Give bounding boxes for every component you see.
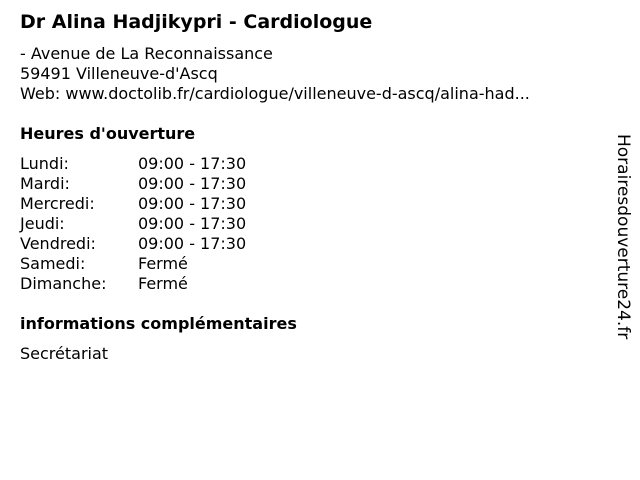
additional-info-heading: informations complémentaires: [20, 314, 297, 333]
website-link[interactable]: Web: www.doctolib.fr/cardiologue/villeneuve-d-ascq/alina-had...: [20, 84, 530, 103]
day-label: Vendredi:: [20, 234, 96, 253]
address-block: [20, 44, 530, 104]
site-watermark: Horairesdouverture24.fr: [613, 134, 633, 340]
hours-value: 09:00 - 17:30: [138, 194, 247, 213]
day-label: Mardi:: [20, 174, 70, 193]
opening-hours-heading: Heures d'ouverture: [20, 124, 196, 143]
address-street: - Avenue de La Reconnaissance: [20, 44, 273, 63]
hours-row-wednesday: [20, 194, 320, 214]
opening-hours-table: [20, 154, 320, 294]
hours-row-sunday: [20, 274, 320, 294]
hours-row-tuesday: [20, 174, 320, 194]
hours-value: 09:00 - 17:30: [138, 174, 247, 193]
page-title: Dr Alina Hadjikypri - Cardiologue: [20, 11, 373, 33]
day-label: Samedi:: [20, 254, 86, 273]
hours-row-thursday: [20, 214, 320, 234]
day-label: Jeudi:: [20, 214, 65, 233]
hours-row-saturday: [20, 254, 320, 274]
day-label: Lundi:: [20, 154, 69, 173]
day-label: Dimanche:: [20, 274, 107, 293]
hours-value: 09:00 - 17:30: [138, 234, 247, 253]
hours-row-friday: [20, 234, 320, 254]
hours-row-monday: [20, 154, 320, 174]
hours-value: Fermé: [138, 274, 188, 293]
hours-value: 09:00 - 17:30: [138, 214, 247, 233]
address-city: 59491 Villeneuve-d'Ascq: [20, 64, 218, 83]
day-label: Mercredi:: [20, 194, 95, 213]
hours-value: Fermé: [138, 254, 188, 273]
additional-info-text: Secrétariat: [20, 344, 109, 363]
hours-value: 09:00 - 17:30: [138, 154, 247, 173]
